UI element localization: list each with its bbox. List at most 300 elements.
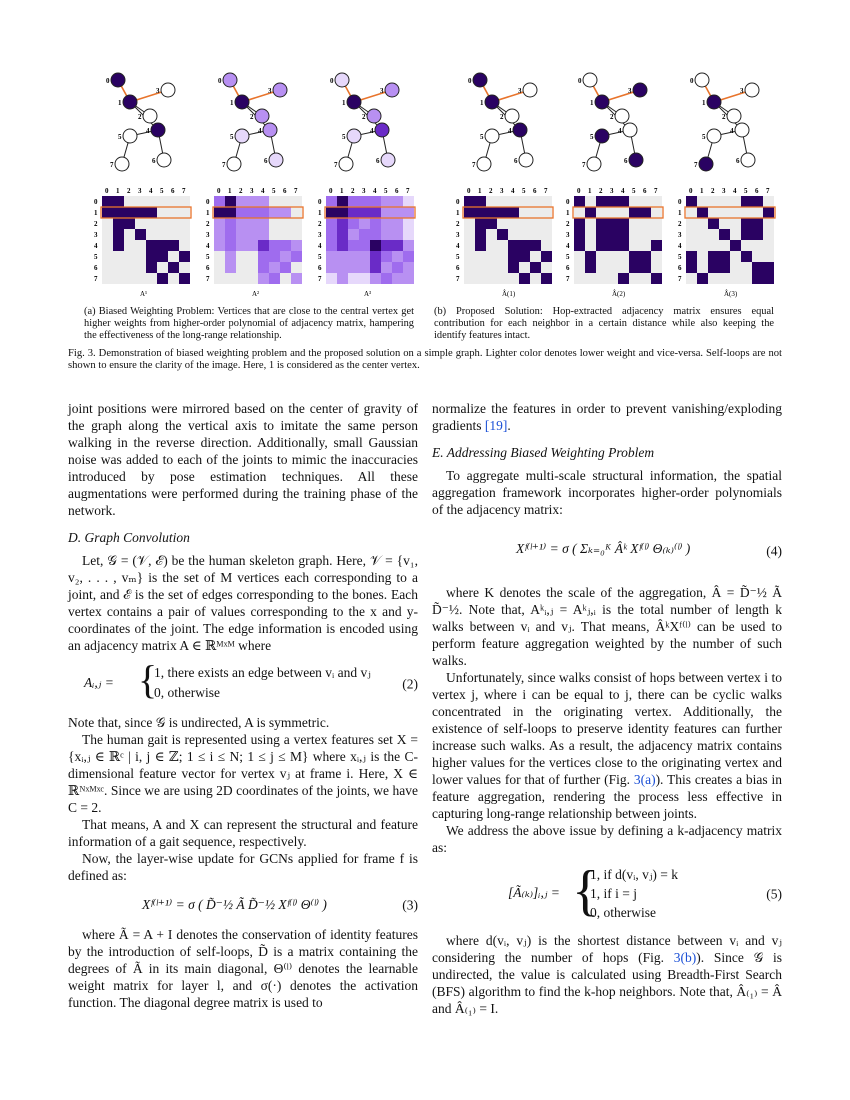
node-label: 1 [702,99,706,107]
graph-node [707,129,721,143]
matrix-cell [225,218,236,229]
node-label: 3 [740,87,744,95]
matrix-cell [326,251,337,262]
left-column [68,400,418,1011]
matrix-cell [370,207,381,218]
matrix-cell [348,196,359,207]
matrix-row-label: 5 [318,253,322,261]
matrix-cell [348,229,359,240]
matrix-cell [280,262,291,273]
matrix-row-label: 2 [566,220,570,228]
matrix-row-label: 3 [206,231,210,239]
matrix-cell [392,218,403,229]
node-label: 1 [480,99,484,107]
matrix-row-label: 5 [678,253,682,261]
matrix-cell [247,196,258,207]
matrix-row-label: 4 [566,242,570,250]
matrix-cell [157,251,168,262]
graph-node [477,157,491,171]
matrix-col-label: 7 [544,187,548,195]
matrix-cell [370,218,381,229]
matrix-cell [258,240,269,251]
node-label: 4 [146,127,150,135]
matrix-row-label: 7 [678,275,682,283]
eq5-brace: { [572,860,599,922]
matrix-col-label: 5 [744,187,748,195]
matrix-row-label: 6 [678,264,682,272]
node-label: 2 [362,113,366,121]
matrix-cell [214,229,225,240]
node-label: 2 [610,113,614,121]
matrix-cell [370,251,381,262]
matrix-cell [574,218,585,229]
matrix-cell [475,218,486,229]
matrix-cell [741,218,752,229]
matrix-cell [497,229,508,240]
matrix-cell [475,207,486,218]
matrix-cell [530,262,541,273]
matrix-cell [403,218,414,229]
matrix-cell [607,229,618,240]
matrix-cell [225,262,236,273]
matrix-cell [280,240,291,251]
matrix-cell [392,262,403,273]
matrix-row-label: 6 [566,264,570,272]
node-label: 7 [472,161,476,169]
matrix-col-label: 4 [373,187,377,195]
matrix-row-label: 3 [566,231,570,239]
matrix-col-label: 5 [522,187,526,195]
matrix-row-label: 4 [94,242,98,250]
matrix-cell [247,207,258,218]
matrix-cell [236,207,247,218]
matrix-col-label: 0 [577,187,581,195]
matrix-cell [392,196,403,207]
matrix-cell [392,207,403,218]
graph-node [633,83,647,97]
graph-node [699,157,713,171]
eq5-case-3: 0, otherwise [590,905,656,920]
matrix-col-label: 3 [138,187,142,195]
matrix-cell [596,218,607,229]
matrix-col-label: 6 [533,187,537,195]
matrix-cell [247,218,258,229]
node-label: 4 [730,127,734,135]
paragraph: normalize the features in order to prevent vanishing/exploding gradients [19]. [432,401,782,433]
matrix-row-label: 3 [456,231,460,239]
matrix-row-label: 6 [456,264,460,272]
matrix-cell [719,251,730,262]
matrix-cell [392,251,403,262]
matrix-cell [752,196,763,207]
paragraph: To aggregate multi-scale structural information, the spatial aggregation framework incorporates higher-order polynomials of the adjacency matrix: [432,468,782,517]
matrix-cell [763,262,774,273]
matrix-cell [752,229,763,240]
matrix-cell [607,196,618,207]
matrix-row-label: 2 [678,220,682,228]
matrix-cell [640,251,651,262]
figure-link[interactable]: 3(b) [673,950,697,965]
matrix-col-label: 4 [511,187,515,195]
matrix-cell [102,196,113,207]
matrix-cell [337,273,348,284]
matrix-cell [291,240,302,251]
matrix-col-label: 7 [654,187,658,195]
matrix-cell [585,251,596,262]
matrix-cell [258,251,269,262]
graph-node [595,95,609,109]
matrix-row-label: 4 [456,242,460,250]
matrix-cell [752,273,763,284]
graph-node [745,83,759,97]
node-label: 1 [342,99,346,107]
matrix-col-label: 4 [261,187,265,195]
citation-link[interactable]: [19] [484,418,508,433]
node-label: 5 [702,133,706,141]
matrix-cell [337,196,348,207]
matrix-cell [370,273,381,284]
matrix-cell [741,229,752,240]
node-label: 2 [722,113,726,121]
matrix-cell [280,207,291,218]
matrix-col-label: 5 [160,187,164,195]
matrix-col-label: 4 [621,187,625,195]
matrix-cell [519,251,530,262]
matrix-cell [225,240,236,251]
matrix-cell [464,196,475,207]
matrix-cell [348,207,359,218]
matrix-col-label: 2 [599,187,603,195]
node-label: 6 [736,157,740,165]
matrix-row-label: 2 [94,220,98,228]
matrix-cell [530,240,541,251]
matrix-cell [247,240,258,251]
matrix-cell [574,240,585,251]
matrix-cell [359,262,370,273]
graph-node [519,153,533,167]
graph-node [629,153,643,167]
matrix-row-label: 1 [456,209,460,217]
eq4-number: (4) [766,543,782,559]
matrix-cell [326,218,337,229]
graph-node [367,109,381,123]
eq2-lhs: Aᵢ,ⱼ = [84,675,114,690]
matrix-cell [214,196,225,207]
matrix-cell [574,196,585,207]
matrix-cell [381,262,392,273]
matrix-cell [124,218,135,229]
node-label: 4 [370,127,374,135]
graph-node [143,109,157,123]
matrix-row-label: 1 [318,209,322,217]
matrix-label: A² [252,290,260,298]
graph-node [485,95,499,109]
matrix-cell [741,251,752,262]
matrix-cell [640,262,651,273]
matrix-cell [236,240,247,251]
equation-3 [68,892,418,918]
graph-node [227,157,241,171]
matrix-col-label: 4 [149,187,153,195]
node-label: 1 [230,99,234,107]
matrix-col-label: 6 [283,187,287,195]
paragraph: We address the above issue by defining a k-adjacency matrix as: [432,823,782,855]
graph-node [223,73,237,87]
graph-node [707,95,721,109]
matrix-cell [403,262,414,273]
matrix-col-label: 6 [643,187,647,195]
matrix-cell [135,207,146,218]
matrix-cell [629,262,640,273]
matrix-col-label: 2 [711,187,715,195]
paragraph: Unfortunately, since walks consist of hops between vertex i to vertex j, where i can be equal to j, there can be cyclic walks concentrated in the originating vertex. Additionally, the existence of self-loops to preserve identity features can further increase such walks. As a result, the adjacency matrix contains higher values for the vertices close to the originating vertex and lower values for that of further (Fig. 3(a)). This creates a bias in feature aggregation, rendering the process less effective in capturing long-range relationship between joints. [432,670,782,821]
matrix-row-label: 6 [318,264,322,272]
caption-b: (b) Proposed Solution: Hop-extracted adjacency matrix ensures equal contribution for each neighbor in a certain distance while also keeping the identify features intact. [434,306,774,342]
eq5-case-2: 1, if i = j [590,886,637,901]
section-heading-e: E. Addressing Biased Weighting Problem [432,445,655,460]
matrix-cell [214,218,225,229]
matrix-cell [258,229,269,240]
matrix-cell [359,273,370,284]
matrix-cell [607,218,618,229]
matrix-row-label: 4 [678,242,682,250]
matrix-cell [102,207,113,218]
matrix-cell [247,229,258,240]
matrix-cell [370,240,381,251]
node-label: 1 [590,99,594,107]
paragraph: Note that, since 𝒢 is undirected, A is symmetric. [68,715,330,730]
matrix-cell [686,251,697,262]
matrix-cell [337,229,348,240]
matrix-col-label: 5 [632,187,636,195]
matrix-col-label: 7 [766,187,770,195]
matrix-cell [348,240,359,251]
matrix-cell [508,262,519,273]
matrix-row-label: 1 [206,209,210,217]
matrix-cell [135,229,146,240]
matrix-cell [508,207,519,218]
matrix-cell [719,262,730,273]
matrix-cell [392,273,403,284]
matrix-col-label: 0 [689,187,693,195]
matrix-cell [113,196,124,207]
node-label: 5 [118,133,122,141]
eq5-lhs: [Ã₍ₖ₎]ᵢ,ⱼ = [508,885,560,900]
node-label: 6 [152,157,156,165]
graph-node [335,73,349,87]
graph-node [583,73,597,87]
matrix-cell [348,251,359,262]
node-label: 3 [156,87,160,95]
matrix-cell [381,207,392,218]
graph-node [347,95,361,109]
matrix-row-label: 0 [456,198,460,206]
equation-2 [68,657,418,706]
matrix-cell [719,229,730,240]
matrix-row-label: 1 [678,209,682,217]
matrix-cell [508,251,519,262]
graph-node [623,123,637,137]
matrix-row-label: 7 [318,275,322,283]
graph-node [161,83,175,97]
matrix-col-label: 5 [272,187,276,195]
matrix-row-label: 1 [566,209,570,217]
section-heading-d: D. Graph Convolution [68,530,190,545]
node-label: 7 [334,161,338,169]
matrix-col-label: 5 [384,187,388,195]
graph-node [695,73,709,87]
matrix-cell [179,273,190,284]
matrix-col-label: 1 [116,187,120,195]
graph-node [339,157,353,171]
graph-node [157,153,171,167]
matrix-row-label: 1 [94,209,98,217]
matrix-cell [337,262,348,273]
eq3-body: Xᶠ⁽ˡ⁺¹⁾ = σ ( D̃⁻½ Ã D̃⁻½ Xᶠ⁽ˡ⁾ Θ⁽ˡ⁾ ) [142,897,327,912]
matrix-cell [403,196,414,207]
node-label: 6 [514,157,518,165]
matrix-row-label: 2 [456,220,460,228]
node-label: 2 [138,113,142,121]
matrix-cell [651,240,662,251]
matrix-row-label: 0 [678,198,682,206]
node-label: 3 [628,87,632,95]
matrix-cell [168,240,179,251]
matrix-cell [403,207,414,218]
matrix-col-label: 7 [182,187,186,195]
paragraph: The human gait is represented using a vertex features set X = {xᵢ,ⱼ ∈ ℝᶜ | i, j ∈ ℤ; 1 ≤ i ≤ N; 1 ≤ j ≤ M} where xᵢ,ⱼ is the C-dimensional feature vector for vertex vⱼ at frame i. Here, X ∈ ℝᴺˣᴹˣᶜ. Since we are using 2D coordinates of the joints, we have C = 2. [68,732,418,815]
caption-a: (a) Biased Weighting Problem: Vertices that are close to the central vertex get higher weights from higher-order polynomial of adjacency matrix, hampering the effectiveness of the long-range relationship. [84,306,414,342]
matrix-cell [403,240,414,251]
matrix-cell [291,251,302,262]
node-label: 3 [380,87,384,95]
matrix-cell [708,262,719,273]
node-label: 0 [218,77,222,85]
matrix-col-label: 3 [722,187,726,195]
node-label: 6 [624,157,628,165]
matrix-cell [585,207,596,218]
graph-node [741,153,755,167]
matrix-cell [574,229,585,240]
node-label: 3 [268,87,272,95]
figure-link[interactable]: 3(a) [633,772,656,787]
node-label: 4 [258,127,262,135]
matrix-cell [381,196,392,207]
graph-node [375,123,389,137]
matrix-cell [214,207,225,218]
matrix-cell [113,218,124,229]
matrix-cell [403,229,414,240]
paragraph: That means, A and X can represent the structural and feature information of a gait sequence, respectively. [68,817,418,849]
matrix-cell [113,207,124,218]
graph-node [485,129,499,143]
matrix-cell [258,207,269,218]
node-label: 7 [582,161,586,169]
matrix-row-label: 7 [566,275,570,283]
matrix-cell [752,218,763,229]
node-label: 5 [590,133,594,141]
graph-node [123,129,137,143]
graph-node [513,123,527,137]
matrix-cell [475,229,486,240]
eq4-body: Xᶠ⁽ˡ⁺¹⁾ = σ ( Σₖ₌₀ᴷ Âᵏ Xᶠ⁽ˡ⁾ Θ₍ₖ₎⁽ˡ⁾ ) [516,541,691,556]
matrix-row-label: 5 [94,253,98,261]
matrix-label: Â(2) [612,290,626,298]
matrix-cell [730,240,741,251]
matrix-cell [146,207,157,218]
matrix-cell [697,273,708,284]
matrix-label: A³ [364,290,372,298]
eq2-case-1: 1, there exists an edge between vᵢ and vⱼ [154,665,371,680]
matrix-col-label: 2 [489,187,493,195]
equation-4 [432,526,782,576]
matrix-cell [359,229,370,240]
matrix-cell [519,240,530,251]
matrix-row-label: 0 [94,198,98,206]
matrix-cell [124,207,135,218]
paragraph: joint positions were mirrored based on the center of gravity of the graph along the vertical axis to imitate the same person walking in the reverse direction. Additionally, small Gaussian noise was added to each of the joints to mimic the inaccuracies introduced by pose estimation techniques. All these augmentations were performed during the training phase of the network. [68,401,418,518]
matrix-cell [640,207,651,218]
matrix-cell [179,251,190,262]
matrix-cell [113,229,124,240]
node-label: 3 [518,87,522,95]
matrix-col-label: 1 [478,187,482,195]
paragraph: Now, the layer-wise update for GCNs applied for frame f is defined as: [68,851,418,883]
node-label: 5 [230,133,234,141]
graph-node [263,123,277,137]
matrix-cell [225,207,236,218]
matrix-cell [359,240,370,251]
matrix-cell [348,218,359,229]
matrix-cell [381,251,392,262]
node-label: 0 [468,77,472,85]
matrix-cell [486,207,497,218]
matrix-col-label: 2 [239,187,243,195]
matrix-cell [258,273,269,284]
matrix-cell [497,207,508,218]
matrix-col-label: 1 [588,187,592,195]
matrix-cell [348,262,359,273]
node-label: 7 [110,161,114,169]
node-label: 0 [106,77,110,85]
paragraph: where d(vᵢ, vⱼ) is the shortest distance between vᵢ and vⱼ considering the number of hops (Fig. 3(b)). Since 𝒢 is undirected, the value is calculated using Breadth-First Search (BFS) algorithm to find the k-hop neighbors. Note that, Â₍₁₎ = Â and Â₍₁₎ = I. [432,933,782,1016]
matrix-cell [157,273,168,284]
matrix-cell [464,207,475,218]
matrix-cell [337,218,348,229]
matrix-cell [686,262,697,273]
matrix-label: Â(1) [502,290,516,298]
matrix-label: Â(3) [724,290,738,298]
matrix-cell [269,240,280,251]
matrix-cell [381,273,392,284]
matrix-cell [629,207,640,218]
matrix-cell [269,207,280,218]
matrix-cell [370,196,381,207]
matrix-cell [337,240,348,251]
matrix-col-label: 3 [250,187,254,195]
figure-caption: Fig. 3. Demonstration of biased weighting problem and the proposed solution on a simple graph. Lighter color denotes lower weight and vice-versa. Self-loops are not shown to ensure the clarity of the image. Here, 1 is considered as the center vertex. [68,348,782,372]
matrix-row-label: 3 [678,231,682,239]
node-label: 4 [618,127,622,135]
matrix-label: A¹ [140,290,148,298]
matrix-col-label: 2 [351,187,355,195]
matrix-cell [486,218,497,229]
matrix-row-label: 6 [94,264,98,272]
matrix-cell [475,196,486,207]
matrix-cell [326,273,337,284]
graph-node [269,153,283,167]
matrix-row-label: 4 [318,242,322,250]
